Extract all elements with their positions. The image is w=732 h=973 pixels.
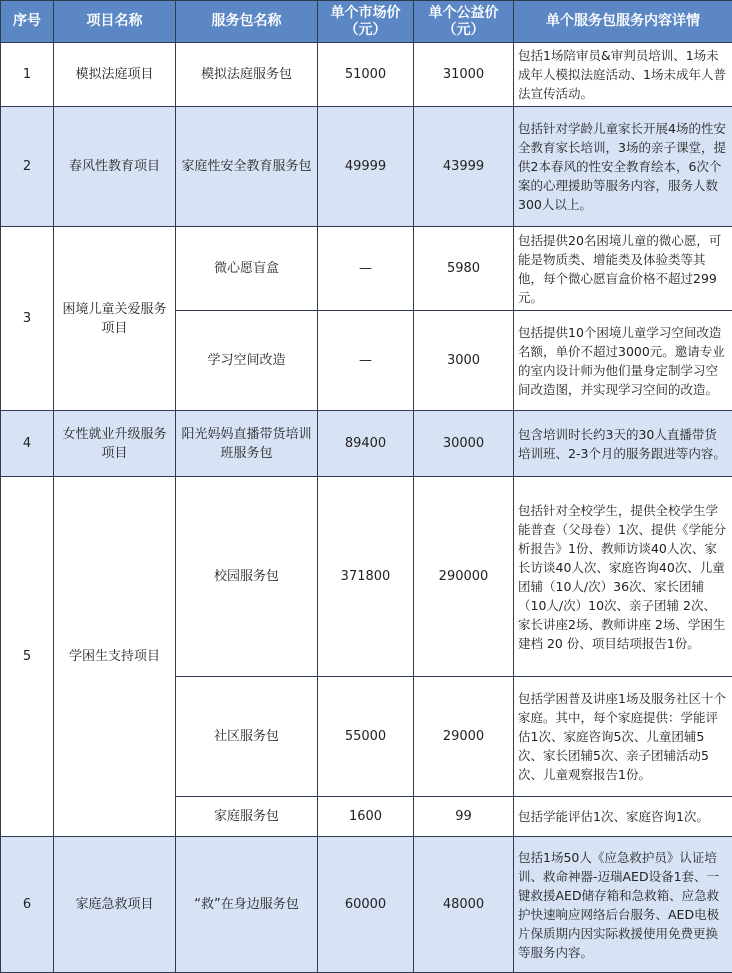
market-price: 55000 <box>318 677 414 797</box>
welfare-price: 29000 <box>414 677 514 797</box>
market-price: — <box>318 311 414 411</box>
package-name: 模拟法庭服务包 <box>176 43 318 107</box>
welfare-price: 290000 <box>414 477 514 677</box>
header-market-price: 单个市场价（元） <box>318 1 414 43</box>
package-detail: 包括提供20名困境儿童的微心愿，可能是物质类、增能类及体验类等其他，每个微心愿盲盒价格不超过299元。 <box>514 227 732 311</box>
package-name: “救”在身边服务包 <box>176 837 318 973</box>
package-detail: 包括学困普及讲座1场及服务社区十个家庭。其中，每个家庭提供：学能评估1次、家庭咨询5次、儿童团辅5次、家长团辅5次、亲子团辅活动5次、儿童观察报告1份。 <box>514 677 732 797</box>
package-name: 学习空间改造 <box>176 311 318 411</box>
package-detail: 包括学能评估1次、家庭咨询1次。 <box>514 797 732 837</box>
welfare-price: 30000 <box>414 411 514 477</box>
market-price: 49999 <box>318 107 414 227</box>
project-name: 春风性教育项目 <box>54 107 176 227</box>
table-row <box>1 837 732 973</box>
package-name: 微心愿盲盒 <box>176 227 318 311</box>
header-no: 序号 <box>1 1 54 43</box>
welfare-price: 5980 <box>414 227 514 311</box>
market-price: 60000 <box>318 837 414 973</box>
project-name: 女性就业升级服务项目 <box>54 411 176 477</box>
package-name: 家庭性安全教育服务包 <box>176 107 318 227</box>
table-row <box>1 107 732 227</box>
package-detail: 包括1场50人《应急救护员》认证培训、救命神器-迈瑞AED设备1套、一键救援AED储存箱和急救箱、应急救护快速响应网络后台服务、AED电极片保质期内因实际救援使用免费更换等服务内容。 <box>514 837 732 973</box>
market-price: 51000 <box>318 43 414 107</box>
table-row <box>1 227 732 311</box>
project-name: 学困生支持项目 <box>54 477 176 837</box>
package-detail: 包括1场陪审员&审判员培训、1场未成年人模拟法庭活动、1场未成年人普法宣传活动。 <box>514 43 732 107</box>
package-name: 校园服务包 <box>176 477 318 677</box>
table-row <box>1 411 732 477</box>
header-row <box>1 1 732 43</box>
header-detail: 单个服务包服务内容详情 <box>514 1 732 43</box>
header-package-name: 服务包名称 <box>176 1 318 43</box>
header-welfare-price: 单个公益价（元） <box>414 1 514 43</box>
package-name: 家庭服务包 <box>176 797 318 837</box>
package-detail: 包括针对全校学生，提供全校学生学能普查（父母卷）1次、提供《学能分析报告》1份、教师访谈40人次、家长访谈40人次、家庭咨询40次、儿童团辅（10人/次）36次、家长团辅（10人/次）10次、亲子团辅 2次、家长讲座2场、教师讲座 2场、学困生建档 20 份、项目结项报告1份。 <box>514 477 732 677</box>
table-row <box>1 477 732 677</box>
package-name: 阳光妈妈直播带货培训班服务包 <box>176 411 318 477</box>
welfare-price: 3000 <box>414 311 514 411</box>
row-number: 4 <box>1 411 54 477</box>
package-detail: 包括提供10个困境儿童学习空间改造名额，单价不超过3000元。邀请专业的室内设计师为他们量身定制学习空间改造图，并实现学习空间的改造。 <box>514 311 732 411</box>
package-detail: 包括针对学龄儿童家长开展4场的性安全教育家长培训，3场的亲子课堂，提供2本春风的性安全教育绘本，6次个案的心理援助等服务内容，服务人数300人以上。 <box>514 107 732 227</box>
market-price: 89400 <box>318 411 414 477</box>
welfare-price: 43999 <box>414 107 514 227</box>
project-name: 家庭急救项目 <box>54 837 176 973</box>
row-number: 2 <box>1 107 54 227</box>
row-number: 1 <box>1 43 54 107</box>
row-number: 6 <box>1 837 54 973</box>
package-name: 社区服务包 <box>176 677 318 797</box>
project-name: 困境儿童关爱服务项目 <box>54 227 176 411</box>
header-project-name: 项目名称 <box>54 1 176 43</box>
welfare-price: 31000 <box>414 43 514 107</box>
row-number: 3 <box>1 227 54 411</box>
market-price: 371800 <box>318 477 414 677</box>
welfare-price: 48000 <box>414 837 514 973</box>
welfare-price: 99 <box>414 797 514 837</box>
market-price: 1600 <box>318 797 414 837</box>
package-detail: 包含培训时长约3天的30人直播带货培训班、2-3个月的服务跟进等内容。 <box>514 411 732 477</box>
market-price: — <box>318 227 414 311</box>
table-row <box>1 43 732 107</box>
project-name: 模拟法庭项目 <box>54 43 176 107</box>
row-number: 5 <box>1 477 54 837</box>
